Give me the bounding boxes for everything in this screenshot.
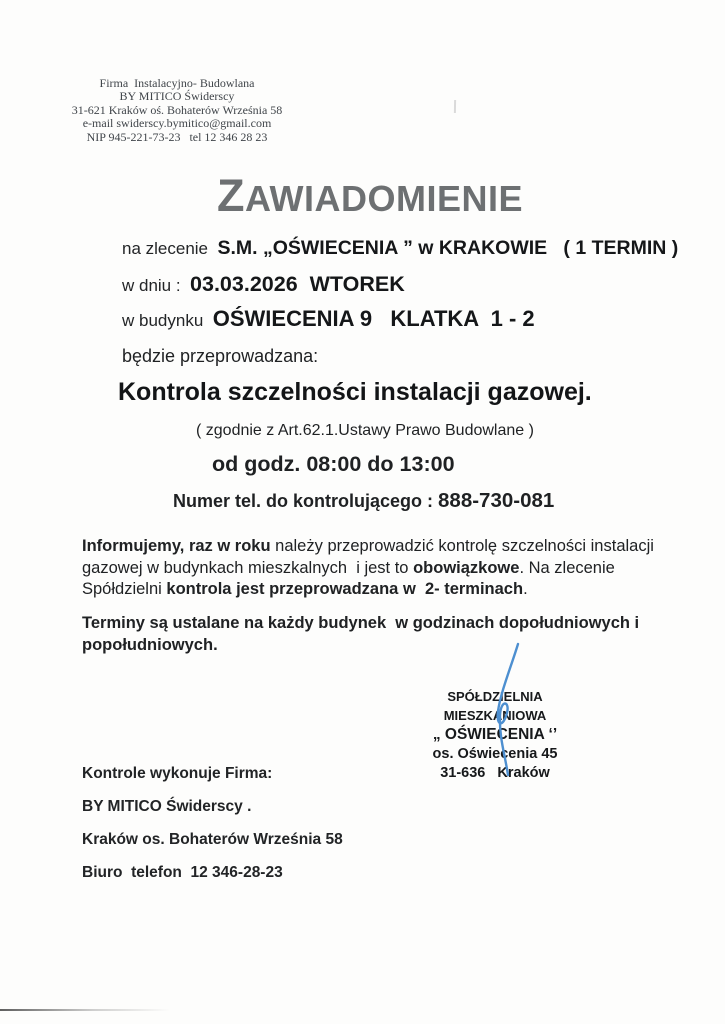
contractor-address: Kraków os. Bohaterów Września 58 <box>82 831 343 848</box>
letterhead-name-line: BY MITICO Świderscy <box>119 89 235 104</box>
letterhead-nip-tel-line: NIP 945-221-73-23 tel 12 346 28 23 <box>86 129 268 144</box>
stamp-line-address: os. Oświecenia 45 <box>432 746 558 762</box>
contractor-block <box>82 765 343 897</box>
page-title: ZAWIADOMIENIE <box>216 170 523 221</box>
stamp-line-estate-name: „ OŚWIECENIA ‘’ <box>432 726 558 743</box>
scan-artifact-mark <box>454 100 456 113</box>
stamp-line-coop-name: SPÓŁDZIELNIA MIESZKANIOWA <box>443 689 547 723</box>
lead-in-text: będzie przeprowadzana: <box>122 346 319 366</box>
info-seg-3: obowiązkowe <box>413 558 520 577</box>
building-line-prefix: w budynku <box>122 311 213 330</box>
phone-line <box>173 489 554 513</box>
letterhead <box>70 77 284 144</box>
inspection-subject: Kontrola szczelności instalacji gazowej. <box>118 378 592 406</box>
contractor-heading: Kontrole wykonuje Firma: <box>82 765 273 782</box>
order-line-value: S.M. „OŚWIECENIA ” w KRAKOWIE ( 1 TERMIN ) <box>217 237 679 259</box>
info-seg-2: należy przeprowadzić kontrolę szczelności instalacji gazowej w budynkach mieszkalnych i jest to <box>82 537 659 577</box>
stamp-line-city: 31-636 Kraków <box>440 765 550 781</box>
info-seg-4: . Na zlecenie Spółdzielni <box>82 558 620 599</box>
phone-number: 888-730-081 <box>438 489 555 512</box>
building-line <box>122 306 535 332</box>
contractor-name: BY MITICO Świderscy . <box>82 798 252 815</box>
terms-paragraph: Terminy są ustalane na każdy budynek w godzinach dopołudniowych i popołudniowych. <box>82 614 644 654</box>
phone-label: Numer tel. do kontrolującego : <box>173 491 439 511</box>
date-line <box>122 272 405 297</box>
order-line-prefix: na zlecenie <box>122 239 218 258</box>
signature-ink <box>480 636 540 788</box>
letterhead-address-line: 31-621 Kraków oś. Bohaterów Września 58 <box>71 102 283 117</box>
info-paragraph <box>82 536 674 601</box>
legal-note: ( zgodnie z Art.62.1.Ustawy Prawo Budowlane ) <box>196 422 534 439</box>
scan-artifact-line <box>0 1009 170 1011</box>
letterhead-company-line: Firma Instalacyjno- Budowlana <box>99 76 255 90</box>
inspection-hours: od godz. 08:00 do 13:00 <box>212 452 455 476</box>
order-line <box>122 237 678 260</box>
date-line-value: 03.03.2026 WTOREK <box>190 272 405 296</box>
info-seg-6: . <box>523 580 528 599</box>
contractor-phone: Biuro telefon 12 346-28-23 <box>82 864 283 881</box>
letterhead-email-line: e-mail swiderscy.bymitico@gmail.com <box>82 116 272 131</box>
info-seg-1: Informujemy, raz w roku <box>82 537 271 555</box>
date-line-prefix: w dniu : <box>122 276 191 295</box>
info-seg-5: kontrola jest przeprowadzana w 2- terminach <box>166 580 524 599</box>
building-line-value: OŚWIECENIA 9 KLATKA 1 - 2 <box>212 306 535 331</box>
